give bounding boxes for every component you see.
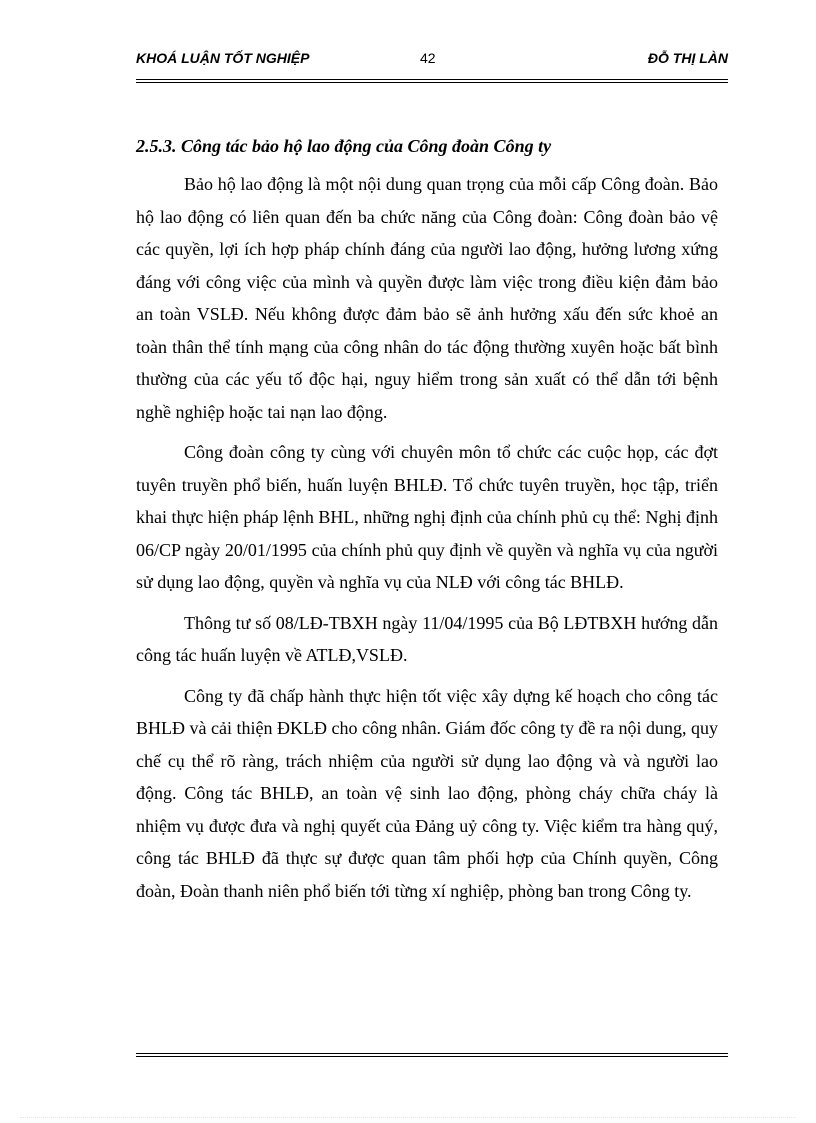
document-body <box>136 130 718 915</box>
section-heading: 2.5.3. Công tác bảo hộ lao động của Công đoàn Công ty <box>136 136 552 156</box>
page-bottom-dotted-line <box>20 1117 796 1118</box>
paragraph-4: Công ty đã chấp hành thực hiện tốt việc xây dựng kế hoạch cho công tác BHLĐ và cải thiện ĐKLĐ cho công nhân. Giám đốc công ty đề ra nội dung, quy chế cụ thể rõ ràng, trách nhiệm của người sử dụng lao động và và người lao động. Công tác BHLĐ, an toàn vệ sinh lao động, phòng cháy chữa cháy là nhiệm vụ được đưa và nghị quyết của Đảng uỷ công ty. Việc kiểm tra hàng quý, công tác BHLĐ đã thực sự được quan tâm phối hợp của Chính quyền, Công đoàn, Đoàn thanh niên phổ biến tới từng xí nghiệp, phòng ban trong Công ty. <box>136 685 718 901</box>
header-thesis-title: KHOÁ LUẬN TỐT NGHIỆP <box>136 50 310 66</box>
paragraph-2: Công đoàn công ty cùng với chuyên môn tổ chức các cuộc họp, các đợt tuyên truyền phổ biến, huấn luyện BHLĐ. Tổ chức tuyên truyền, học tập, triển khai thực hiện pháp lệnh BHL, những nghị định của chính phủ cụ thể: Nghị định 06/CP ngày 20/01/1995 của chính phủ quy định về quyền và nghĩa vụ của người sử dụng lao động, quyền và nghĩa vụ của NLĐ với công tác BHLĐ. <box>136 442 718 592</box>
header-author-name: ĐỖ THỊ LÀN <box>647 50 728 66</box>
header-double-rule <box>136 79 728 83</box>
page-number: 42 <box>420 50 436 66</box>
paragraph-3: Thông tư số 08/LĐ-TBXH ngày 11/04/1995 của Bộ LĐTBXH hướng dẫn công tác huấn luyện về ATLĐ,VSLĐ. <box>136 612 718 665</box>
paragraph-1: Bảo hộ lao động là một nội dung quan trọng của mỗi cấp Công đoàn. Bảo hộ lao động có liên quan đến ba chức năng của Công đoàn: Công đoàn bảo vệ các quyền, lợi ích hợp pháp chính đáng của người lao động, hưởng lương xứng đáng với công việc của mình và quyền được làm việc trong điều kiện đảm bảo an toàn VSLĐ. Nếu không được đảm bảo sẽ ảnh hưởng xấu đến sức khoẻ an toàn thân thể tính mạng của công nhân do tác động thường xuyên hoặc bất bình thường của các yếu tố độc hại, nguy hiểm trong sản xuất có thể dẫn tới bệnh nghề nghiệp hoặc tai nạn lao động. <box>136 174 718 422</box>
footer-double-rule <box>136 1053 728 1057</box>
page-header <box>136 48 728 70</box>
